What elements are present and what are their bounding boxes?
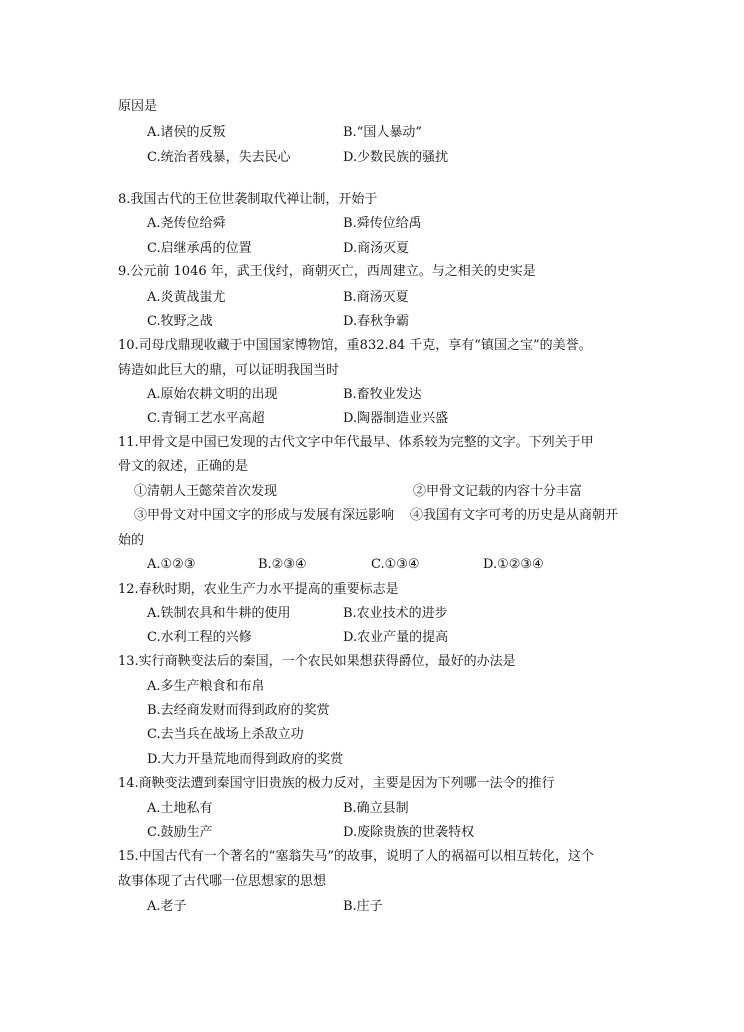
q8-option-d: D.商汤灭夏 (343, 241, 410, 256)
q11-option-c: C.①③④ (371, 557, 420, 572)
q10-stem-line2: 铸造如此巨大的鼎，可以证明我国当时 (118, 363, 340, 378)
q13-option-c: C.去当兵在战场上杀敌立功 (147, 727, 304, 742)
q11-option-a: A.①②③ (147, 557, 196, 572)
q8-stem: 8.我国古代的王位世袭制取代禅让制，开始于 (118, 192, 378, 207)
q11-stem-line1: 11.甲骨文是中国已发现的古代文字中年代最早、体系较为完整的文字。下列关于甲 (118, 435, 594, 450)
q7-option-c: C.统治者残暴，失去民心 (147, 150, 291, 165)
q11-statement-1: ①清朝人王懿荣首次发现 (134, 484, 278, 499)
q10-option-b: B.畜牧业发达 (343, 387, 422, 402)
q10-option-c: C.青铜工艺水平高超 (147, 411, 265, 426)
q12-option-d: D.农业产量的提高 (343, 630, 449, 645)
question-stem-continuation: 原因是 (118, 99, 158, 114)
q14-option-a: A.土地私有 (147, 801, 213, 816)
q11-option-b: B.②③④ (258, 557, 307, 572)
q13-stem: 13.实行商鞅变法后的秦国，一个农民如果想获得爵位，最好的办法是 (118, 654, 516, 669)
q10-option-a: A.原始农耕文明的出现 (147, 387, 278, 402)
q7-option-d: D.少数民族的骚扰 (343, 150, 449, 165)
q9-option-d: D.春秋争霸 (343, 314, 410, 329)
q14-option-d: D.废除贵族的世袭特权 (343, 825, 475, 840)
q12-option-c: C.水利工程的兴修 (147, 630, 252, 645)
q7-option-b: B.“国人暴动” (343, 125, 422, 140)
q14-option-c: C.鼓励生产 (147, 825, 213, 840)
q11-option-d: D.①②③④ (483, 557, 544, 572)
q9-stem: 9.公元前 1046 年，武王伐纣，商朝灭亡，西周建立。与之相关的史实是 (118, 264, 536, 279)
q15-stem-line1: 15.中国古代有一个著名的“塞翁失马”的故事，说明了人的祸福可以相互转化，这个 (118, 849, 594, 864)
q10-option-d: D.陶器制造业兴盛 (343, 411, 449, 426)
q11-statement-4: ④我国有文字可考的历史是从商朝开 (410, 508, 619, 523)
q12-option-b: B.农业技术的进步 (343, 606, 448, 621)
q12-stem: 12.春秋时期，农业生产力水平提高的重要标志是 (118, 582, 399, 597)
q15-option-a: A.老子 (147, 899, 187, 914)
q13-option-b: B.去经商发财而得到政府的奖赏 (147, 703, 330, 718)
q11-stem-line2: 骨文的叙述，正确的是 (118, 459, 249, 474)
q12-option-a: A.铁制农具和牛耕的使用 (147, 606, 291, 621)
q11-statement-2: ②甲骨文记载的内容十分丰富 (413, 484, 583, 499)
q11-statement-4-continuation: 始的 (118, 533, 145, 548)
q10-stem-line1: 10.司母戊鼎现收藏于中国国家博物馆，重832.84 千克，享有“镇国之宝”的美誉。 (118, 338, 592, 353)
q15-option-b: B.庄子 (343, 899, 383, 914)
q9-option-b: B.商汤灭夏 (343, 290, 409, 305)
q14-option-b: B.确立县制 (343, 801, 409, 816)
q8-option-a: A.尧传位给舜 (147, 216, 226, 231)
q14-stem: 14.商鞅变法遭到秦国守旧贵族的极力反对，主要是因为下列哪一法令的推行 (118, 776, 555, 791)
q13-option-a: A.多生产粮食和布帛 (147, 679, 265, 694)
q8-option-c: C.启继承禹的位置 (147, 241, 252, 256)
q9-option-a: A.炎黄战蚩尤 (147, 290, 226, 305)
q15-stem-line2: 故事体现了古代哪一位思想家的思想 (118, 874, 327, 889)
q7-option-a: A.诸侯的反叛 (147, 125, 226, 140)
q8-option-b: B.舜传位给禹 (343, 216, 422, 231)
q9-option-c: C.牧野之战 (147, 314, 213, 329)
q13-option-d: D.大力开垦荒地而得到政府的奖赏 (147, 752, 344, 767)
q11-statement-3: ③甲骨文对中国文字的形成与发展有深远影响 (134, 508, 395, 523)
